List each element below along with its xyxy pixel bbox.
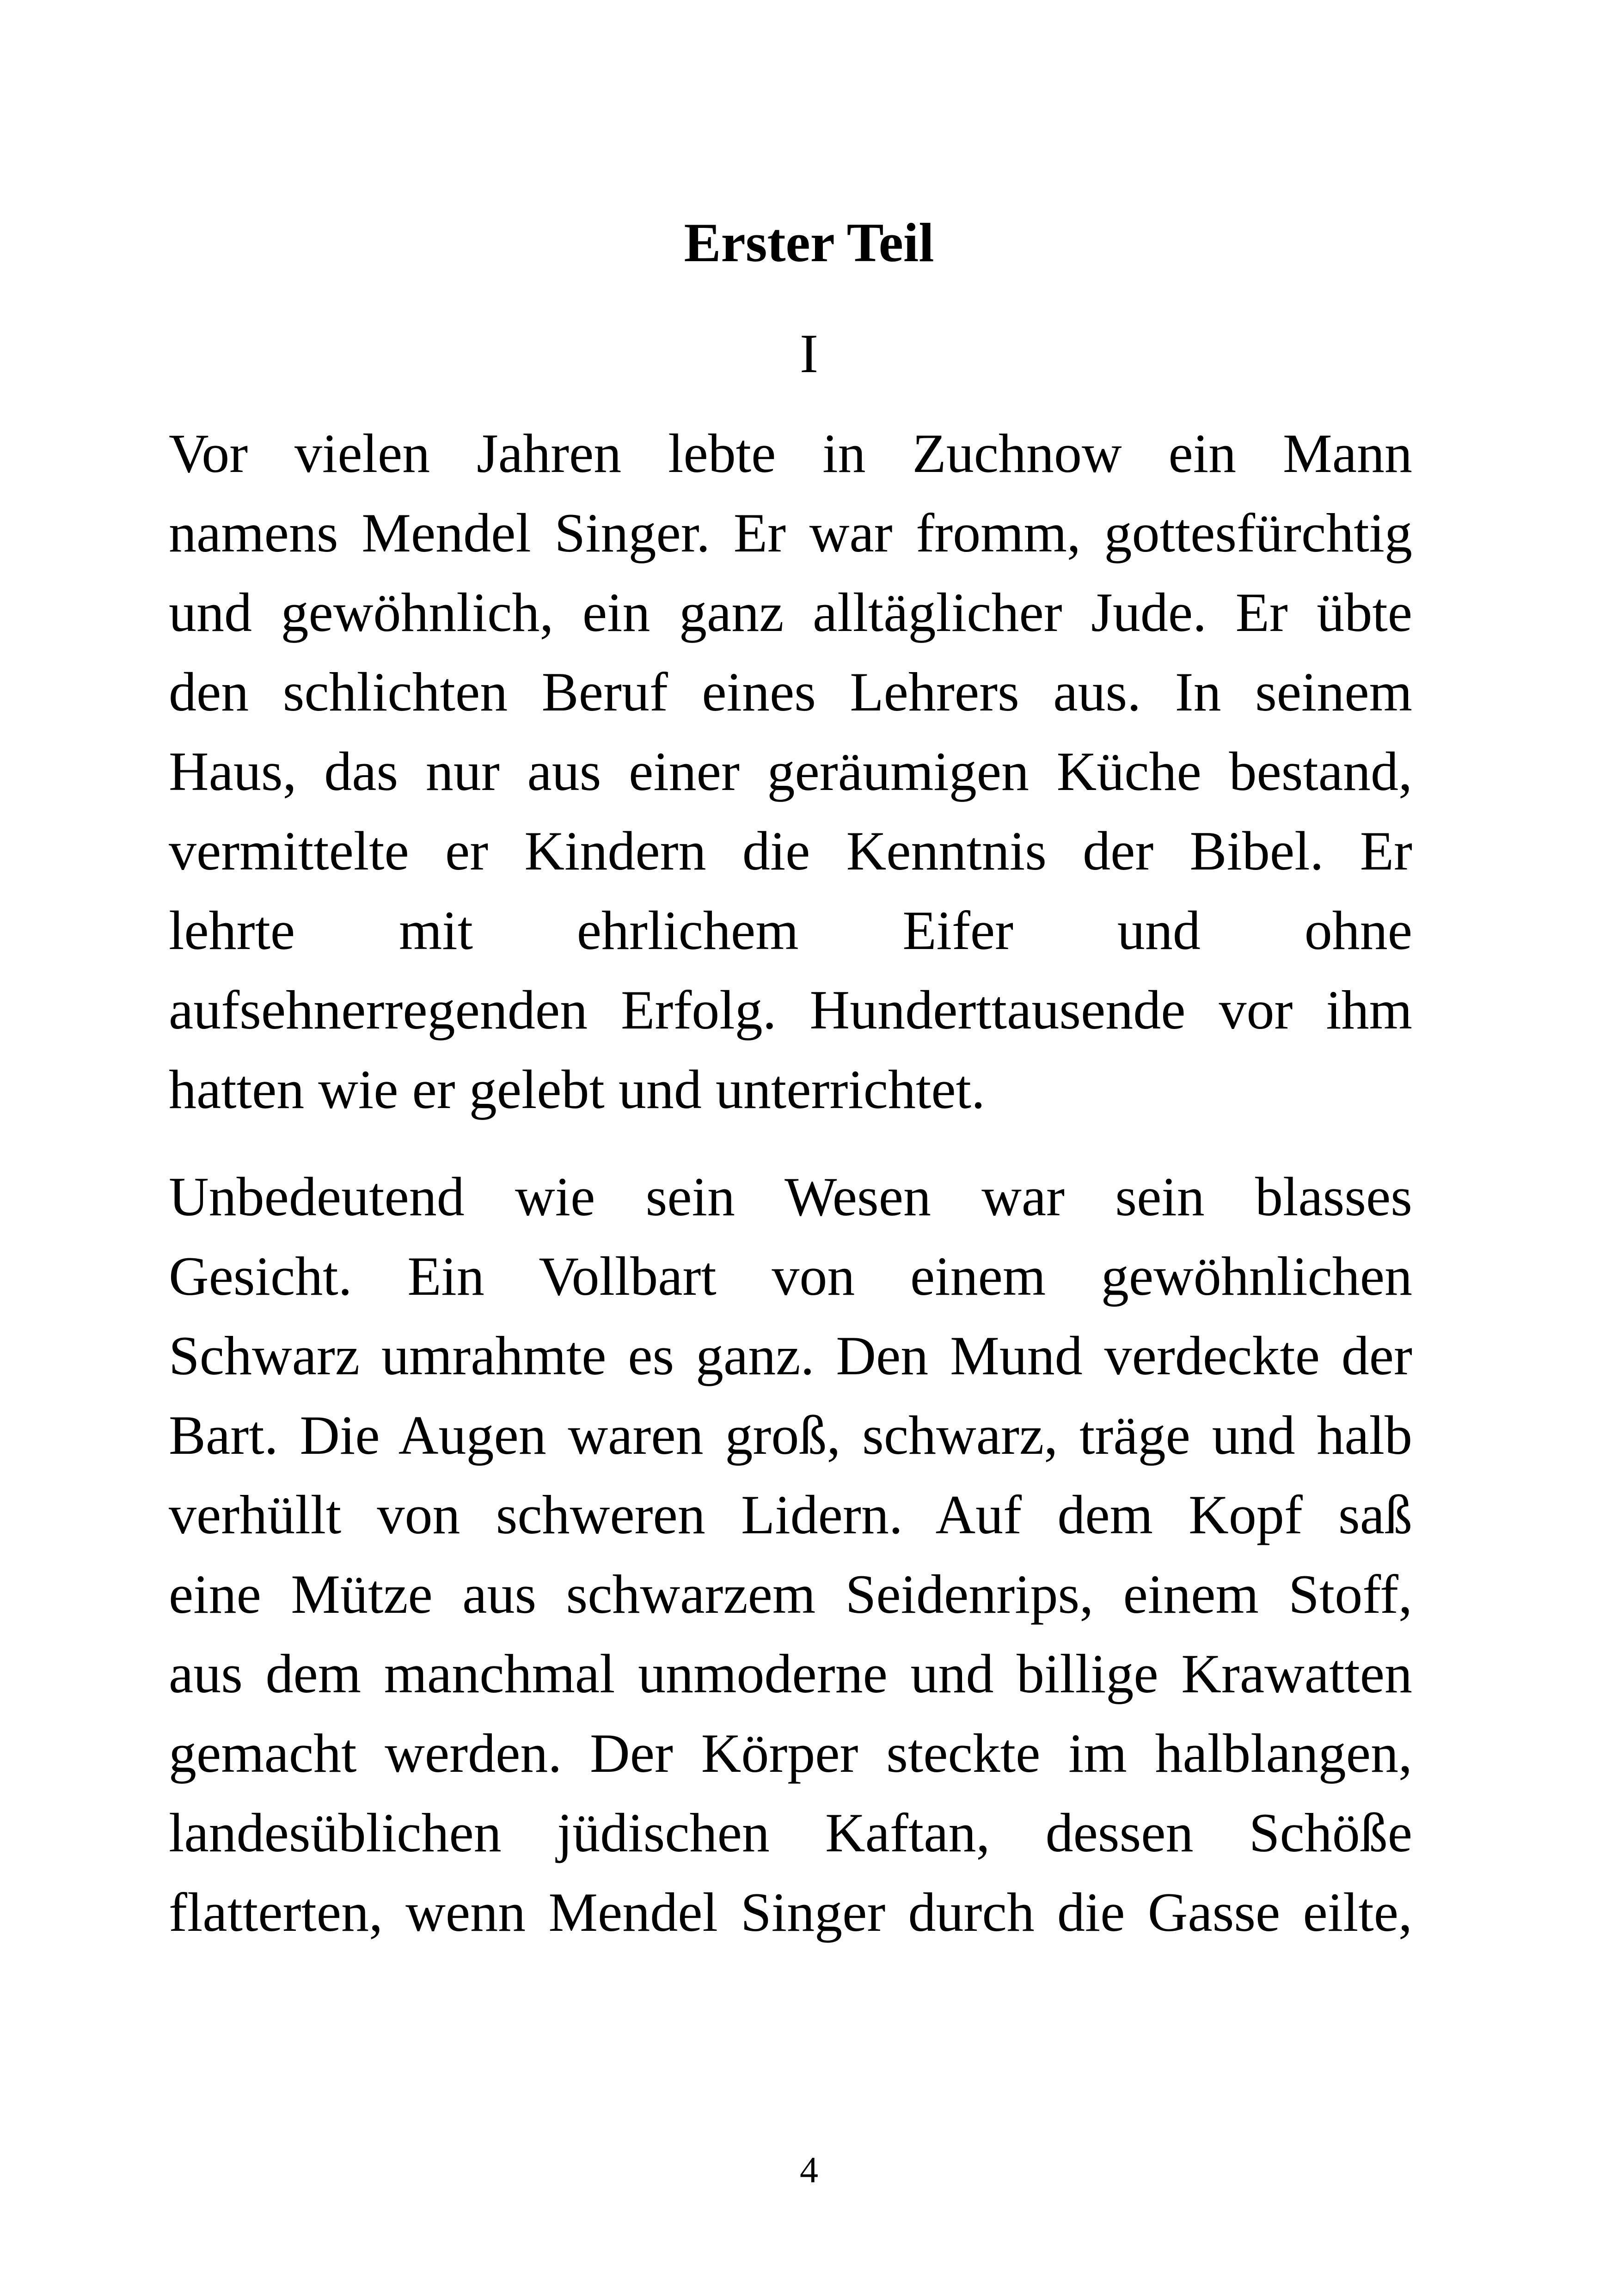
text-line: Bart. Die Augen waren groß, schwarz, träge und halb (169, 1404, 1412, 1466)
text-line: Unbedeutend wie sein Wesen war sein blasses (169, 1166, 1412, 1227)
text-line: aufsehnerregenden Erfolg. Hunderttausende vor ihm (169, 979, 1412, 1041)
text-line: aus dem manchmal unmoderne und billige Krawatten (169, 1643, 1412, 1704)
text-line: verhüllt von schweren Lidern. Auf dem Kopf saß (169, 1484, 1412, 1545)
text-line: landesüblichen jüdischen Kaftan, dessen Schöße (169, 1802, 1412, 1863)
paragraph-gap (169, 1129, 1412, 1157)
text-line: flatterten, wenn Mendel Singer durch die Gasse eilte, (169, 1881, 1412, 1943)
text-line: und gewöhnlich, ein ganz alltäglicher Jude. Er übte (169, 582, 1412, 643)
text-line: Haus, das nur aus einer geräumigen Küche bestand, (169, 741, 1412, 802)
page-number: 4 (800, 2150, 818, 2191)
text-line: Vor vielen Jahren lebte in Zuchnow ein Mann (169, 422, 1412, 484)
text-line: vermittelte er Kindern die Kenntnis der Bibel. Er (169, 820, 1412, 882)
part-title: Erster Teil (684, 212, 934, 273)
text-line: Gesicht. Ein Vollbart von einem gewöhnlichen (169, 1245, 1412, 1307)
chapter-number: I (800, 323, 818, 384)
text-line: den schlichten Beruf eines Lehrers aus. In seinem (169, 661, 1412, 722)
text-line: namens Mendel Singer. Er war fromm, gottesfürchtig (169, 502, 1412, 563)
text-line: gemacht werden. Der Körper steckte im halblangen, (169, 1722, 1412, 1784)
paragraph-2 (169, 1157, 1412, 1952)
text-line: eine Mütze aus schwarzem Seidenrips, einem Stoff, (169, 1563, 1412, 1625)
text-line: Schwarz umrahmte es ganz. Den Mund verdeckte der (169, 1325, 1412, 1386)
text-line: hatten wie er gelebt und unterrichtet. (169, 1059, 985, 1120)
paragraph-1 (169, 414, 1412, 1129)
text-line: lehrte mit ehrlichem Eifer und ohne (169, 900, 1412, 961)
body-text (169, 414, 1412, 1952)
